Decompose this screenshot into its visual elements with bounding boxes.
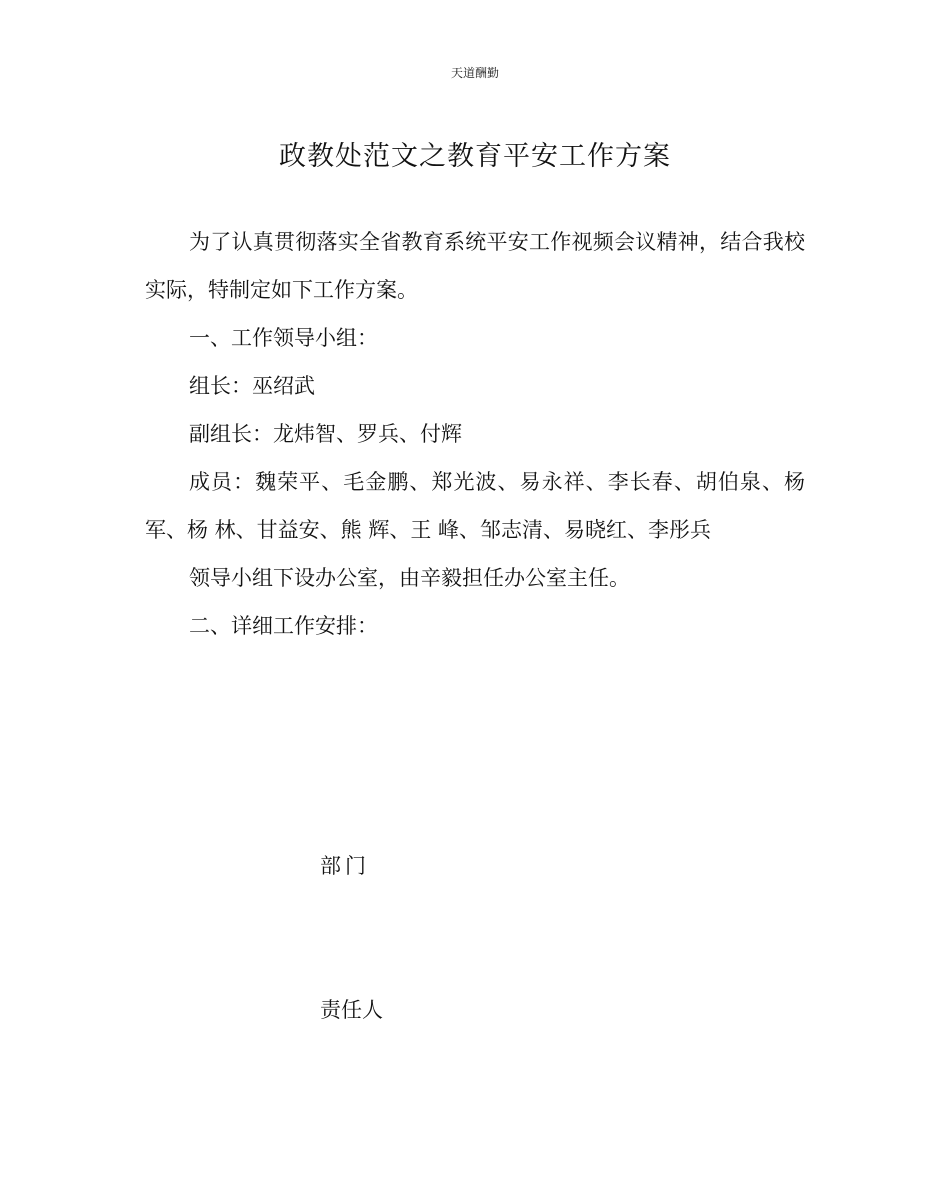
- responsible-person-label: 责任人: [320, 998, 383, 1022]
- members-paragraph: 成员：魏荣平、毛金鹏、郑光波、易永祥、李长春、胡伯泉、杨军、杨 林、甘益安、熊 辉、王 峰、邹志清、易晓红、李彤兵: [145, 470, 805, 542]
- page-header: 天道酬勤: [450, 66, 499, 80]
- department-label: 部门: [320, 854, 370, 878]
- intro-paragraph: 为了认真贯彻落实全省教育系统平安工作视频会议精神，结合我校实际，特制定如下工作方案。: [145, 230, 805, 302]
- document-title: 政教处范文之教育平安工作方案: [279, 141, 671, 172]
- deputy-leader-line: 副组长：龙炜智、罗兵、付辉: [189, 422, 462, 446]
- section-heading-arrangement: 二、详细工作安排：: [189, 614, 378, 638]
- leader-line: 组长：巫绍武: [189, 374, 315, 398]
- document-body: [145, 218, 805, 650]
- office-line: 领导小组下设办公室，由辛毅担任办公室主任。: [189, 566, 630, 590]
- section-heading-leadership: 一、工作领导小组：: [189, 326, 378, 350]
